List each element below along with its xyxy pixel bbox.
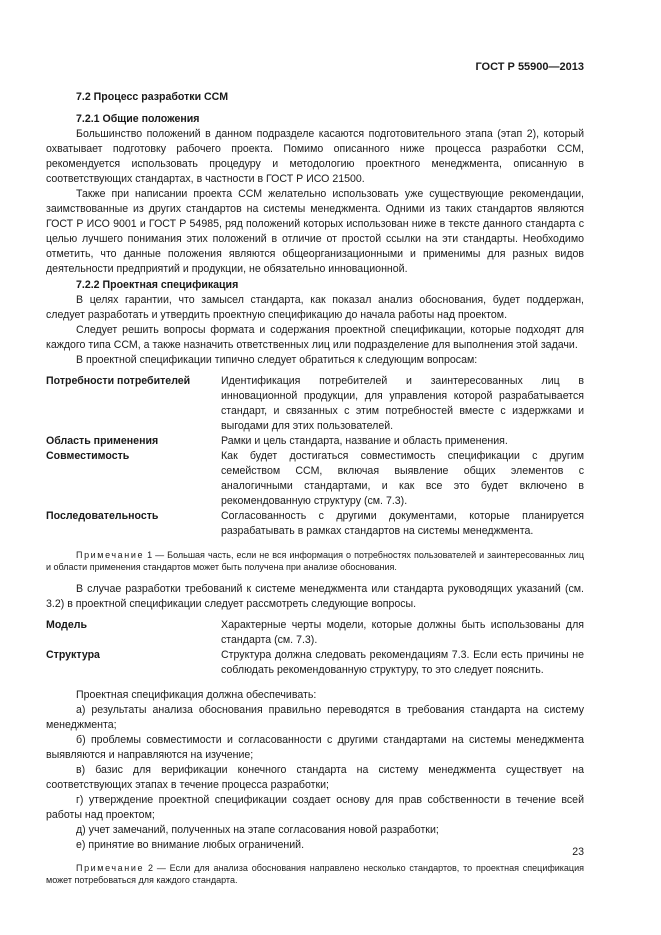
subsection-heading-general: 7.2.1 Общие положения (76, 113, 200, 125)
definition-term: Область применения (46, 435, 159, 447)
definition-description: Согласованность с другими документами, которые планируется разрабатывать в рамках стандартов на системы менеджмента. (221, 510, 584, 537)
definition-description: Идентификация потребителей и заинтересованных лиц в инновационной продукции, для управления которой разрабатывается стандарт, и связанных с этим потребностей вместе с издержками и выгодами для этих пользователей. (221, 375, 584, 432)
document-header: ГОСТ Р 55900—2013 (475, 61, 584, 73)
definition-description: Как будет достигаться совместимость спецификации с другим семейством ССМ, включая выявление общих элементов с аналогичными стандартами, и как все это будет включено в рекомендованную структуру (см. 7.3). (221, 450, 584, 507)
paragraph: В случае разработки требований к системе менеджмента или стандарта руководящих указаний (см. 3.2) в проектной спецификации следует рассмотреть следующие вопросы. (46, 583, 584, 610)
paragraph: Большинство положений в данном подразделе касаются подготовительного этапа (этап 2), который охватывает подготовку рабочего проекта. Помимо описанного ниже процесса разработки ССМ, рекомендуется использовать процедуру и методологию проектного менеджмента, описанную в соответствующих стандартах, в частности в ГОСТ Р ИСО 21500. (46, 128, 584, 185)
definition-row (46, 449, 584, 509)
list-item: а) результаты анализа обоснования правильно переводятся в требования стандарта на систему менеджмента; (46, 704, 584, 731)
definition-row (46, 509, 584, 539)
definition-term: Структура (46, 649, 100, 661)
note-text: 2 — Если для анализа обоснования направлено несколько стандартов, то проектная спецификация может потребоваться для каждого стандарта. (46, 863, 584, 885)
paragraph: В проектной спецификации типично следует обратиться к следующим вопросам: (76, 354, 478, 366)
definition-row (46, 374, 584, 434)
definition-list-requirements (46, 618, 584, 678)
definition-description: Характерные черты модели, которые должны быть использованы для стандарта (см. 7.3). (221, 619, 584, 646)
note-2 (46, 862, 584, 886)
definition-list-spec-questions (46, 374, 584, 539)
page-content (46, 90, 584, 895)
note-label: Примечание (76, 550, 145, 560)
paragraph: Также при написании проекта ССМ желательно использовать уже существующие рекомендации, заимствованные из других стандартов на системы менеджмента. Одними из таких стандартов являются ГОСТ Р ИСО 9001 и ГОСТ Р 54985, ряд положений которых использован ниже в тексте данного стандарта с целью лучшего понимания этих положений в отличие от простой ссылки на эти стандарты. Необходимо отметить, что данные положения являются общеорганизационными и применимы для разных видов деятельности предприятий и продукции, не обязательно инновационной. (46, 188, 584, 275)
list-item: в) базис для верификации конечного стандарта на систему менеджмента существует на соответствующих этапах в течение процесса разработки; (46, 764, 584, 791)
paragraph: В целях гарантии, что замысел стандарта, как показал анализ обоснования, будет поддержан, следует разработать и утвердить проектную спецификацию до начала работы над проектом. (46, 294, 584, 321)
subsection-heading-spec: 7.2.2 Проектная спецификация (76, 279, 239, 291)
list-item: г) утверждение проектной спецификации создает основу для прав собственности в течение всей работы над проектом; (46, 794, 584, 821)
section-heading: 7.2 Процесс разработки ССМ (76, 91, 229, 103)
definition-description: Рамки и цель стандарта, название и область применения. (221, 435, 508, 447)
definition-term: Совместимость (46, 450, 130, 462)
definition-term: Модель (46, 619, 88, 631)
page-number: 23 (572, 846, 584, 858)
definition-row (46, 434, 584, 449)
list-item: е) принятие во внимание любых ограничений. (76, 839, 305, 851)
definition-row (46, 648, 584, 678)
list-item: б) проблемы совместимости и согласованности с другими стандартами на системы менеджмента выявляются и направляются на изучение; (46, 734, 584, 761)
note-1 (46, 549, 584, 573)
definition-term: Потребности потребителей (46, 375, 191, 387)
note-label: Примечание (76, 863, 145, 873)
definition-row (46, 618, 584, 648)
definition-term: Последовательность (46, 510, 159, 522)
note-text: 1 — Большая часть, если не вся информация о потребностях пользователей и заинтересованных лиц и области применения стандартов может быть получена при анализе обоснования. (46, 550, 584, 572)
list-item: д) учет замечаний, полученных на этапе согласования новой разработки; (76, 824, 439, 836)
paragraph: Проектная спецификация должна обеспечивать: (76, 689, 317, 701)
paragraph: Следует решить вопросы формата и содержания проектной спецификации, которые подходят для каждого типа ССМ, а также назначить ответственных лиц или подразделение для выполнения этой задачи. (46, 324, 584, 351)
definition-description: Структура должна следовать рекомендациям 7.3. Если есть причины не соблюдать рекомендованную структуру, то это следует пояснить. (221, 649, 584, 676)
